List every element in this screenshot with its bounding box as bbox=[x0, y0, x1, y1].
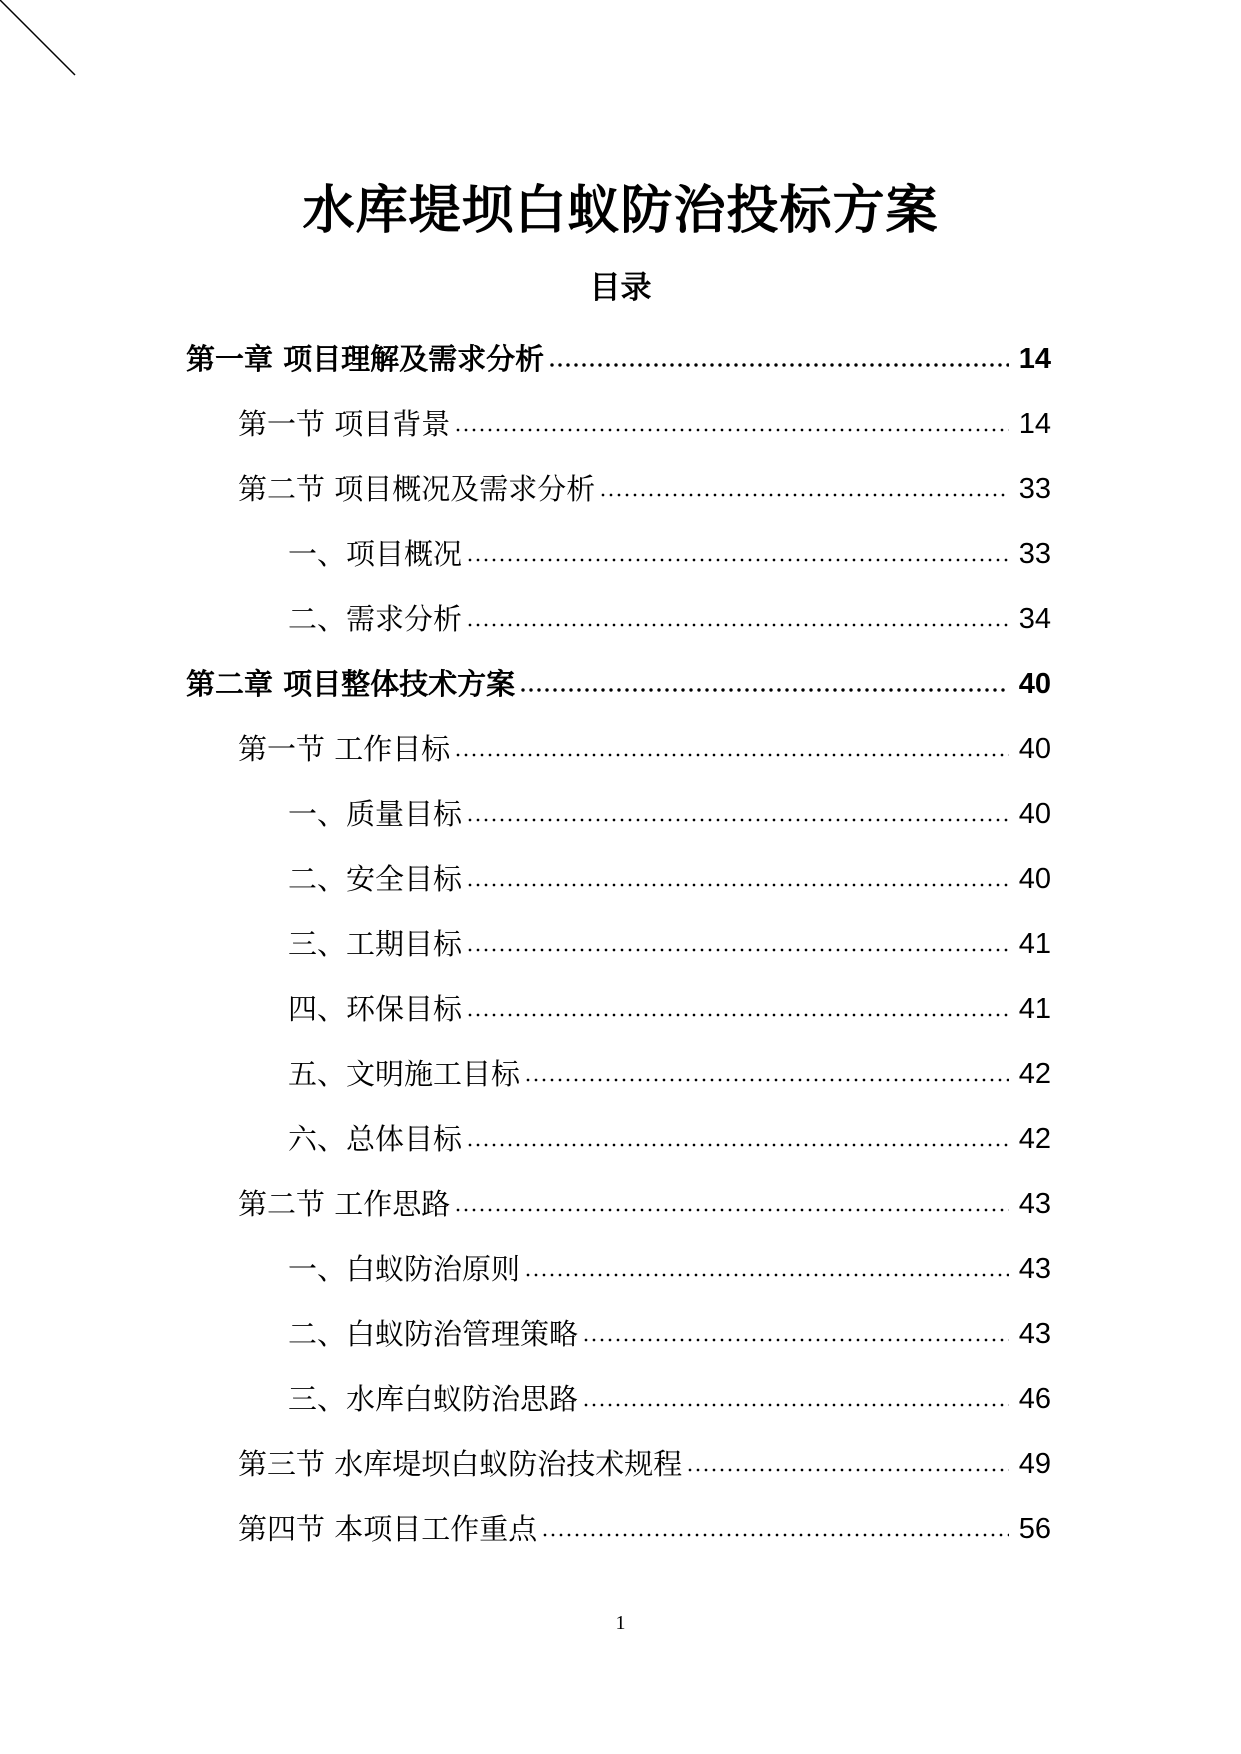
toc-entry-title: 二、需求分析 bbox=[288, 601, 463, 636]
toc-entry[interactable] bbox=[0, 911, 1241, 976]
toc-entry-title: 五、文明施工目标 bbox=[288, 1056, 521, 1091]
toc-dot-leader bbox=[466, 558, 1009, 562]
toc-entry-page: 33 bbox=[1018, 537, 1051, 570]
toc-entry-title: 六、总体目标 bbox=[288, 1121, 463, 1156]
toc-entry-page: 43 bbox=[1018, 1317, 1051, 1350]
toc-dot-leader bbox=[582, 1403, 1009, 1407]
toc-heading: 目录 bbox=[589, 270, 652, 306]
toc-entry-page: 43 bbox=[1018, 1252, 1051, 1285]
toc-entry-title: 第二章 项目整体技术方案 bbox=[186, 666, 516, 701]
toc-entry-page: 43 bbox=[1018, 1187, 1051, 1220]
toc-dot-leader bbox=[524, 1078, 1009, 1082]
toc-entry-title: 第二节 项目概况及需求分析 bbox=[238, 471, 596, 506]
toc-dot-leader bbox=[686, 1468, 1009, 1472]
toc-dot-leader bbox=[582, 1338, 1009, 1342]
toc-dot-leader bbox=[454, 1208, 1009, 1212]
corner-crop-mark bbox=[0, 0, 80, 80]
toc-entry[interactable] bbox=[0, 586, 1241, 651]
toc-entry[interactable] bbox=[0, 716, 1241, 781]
toc-entry-title: 三、水库白蚁防治思路 bbox=[288, 1381, 579, 1416]
toc-dot-leader bbox=[599, 493, 1009, 497]
toc-entry-title: 二、安全目标 bbox=[288, 861, 463, 896]
toc-entry-title: 一、项目概况 bbox=[288, 536, 463, 571]
toc-dot-leader bbox=[524, 1273, 1009, 1277]
toc-entry-title: 第一节 工作目标 bbox=[238, 731, 451, 766]
toc-dot-leader bbox=[466, 623, 1009, 627]
toc-entry[interactable] bbox=[0, 326, 1241, 391]
toc-entry-title: 四、环保目标 bbox=[288, 991, 463, 1026]
toc-entry-page: 40 bbox=[1018, 732, 1051, 765]
toc-entry-title: 一、白蚁防治原则 bbox=[288, 1251, 521, 1286]
toc-entry-page: 41 bbox=[1018, 992, 1051, 1025]
toc-entry-title: 第四节 本项目工作重点 bbox=[238, 1511, 538, 1546]
document-title: 水库堤坝白蚁防治投标方案 bbox=[302, 181, 939, 241]
toc-dot-leader bbox=[466, 1143, 1009, 1147]
toc-entry-title: 三、工期目标 bbox=[288, 926, 463, 961]
toc-dot-leader bbox=[466, 883, 1009, 887]
toc-entry-page: 40 bbox=[1018, 667, 1051, 700]
toc-entry[interactable] bbox=[0, 456, 1241, 521]
toc-entry[interactable] bbox=[0, 1496, 1241, 1561]
toc-dot-leader bbox=[466, 948, 1009, 952]
page-number: 1 bbox=[615, 1612, 626, 1634]
toc-entry-page: 46 bbox=[1018, 1382, 1051, 1415]
toc-dot-leader bbox=[466, 818, 1009, 822]
toc-entry-page: 40 bbox=[1018, 862, 1051, 895]
toc-entry[interactable] bbox=[0, 781, 1241, 846]
toc-entry[interactable] bbox=[0, 976, 1241, 1041]
toc-entry[interactable] bbox=[0, 391, 1241, 456]
toc-entry-title: 第一节 项目背景 bbox=[238, 406, 451, 441]
table-of-contents bbox=[0, 326, 1241, 1561]
toc-entry-title: 第三节 水库堤坝白蚁防治技术规程 bbox=[238, 1446, 683, 1481]
toc-dot-leader bbox=[548, 363, 1009, 367]
toc-entry-page: 34 bbox=[1018, 602, 1051, 635]
toc-entry-page: 14 bbox=[1018, 407, 1051, 440]
toc-dot-leader bbox=[466, 1013, 1009, 1017]
toc-entry-title: 一、质量目标 bbox=[288, 796, 463, 831]
toc-entry-page: 41 bbox=[1018, 927, 1051, 960]
toc-entry[interactable] bbox=[0, 1171, 1241, 1236]
toc-entry[interactable] bbox=[0, 651, 1241, 716]
toc-entry[interactable] bbox=[0, 1106, 1241, 1171]
toc-dot-leader bbox=[541, 1533, 1009, 1537]
toc-entry[interactable] bbox=[0, 846, 1241, 911]
toc-entry-page: 42 bbox=[1018, 1057, 1051, 1090]
toc-entry-page: 33 bbox=[1018, 472, 1051, 505]
toc-entry-title: 第一章 项目理解及需求分析 bbox=[186, 341, 545, 376]
toc-entry-page: 56 bbox=[1018, 1512, 1051, 1545]
toc-entry[interactable] bbox=[0, 1041, 1241, 1106]
toc-dot-leader bbox=[454, 753, 1009, 757]
toc-dot-leader bbox=[454, 428, 1009, 432]
toc-entry-page: 40 bbox=[1018, 797, 1051, 830]
toc-dot-leader bbox=[519, 688, 1009, 692]
toc-entry[interactable] bbox=[0, 1301, 1241, 1366]
toc-entry-title: 第二节 工作思路 bbox=[238, 1186, 451, 1221]
toc-entry[interactable] bbox=[0, 1236, 1241, 1301]
toc-entry-title: 二、白蚁防治管理策略 bbox=[288, 1316, 579, 1351]
toc-entry-page: 42 bbox=[1018, 1122, 1051, 1155]
toc-entry-page: 14 bbox=[1018, 342, 1051, 375]
toc-entry[interactable] bbox=[0, 1366, 1241, 1431]
toc-entry[interactable] bbox=[0, 1431, 1241, 1496]
toc-entry[interactable] bbox=[0, 521, 1241, 586]
toc-entry-page: 49 bbox=[1018, 1447, 1051, 1480]
